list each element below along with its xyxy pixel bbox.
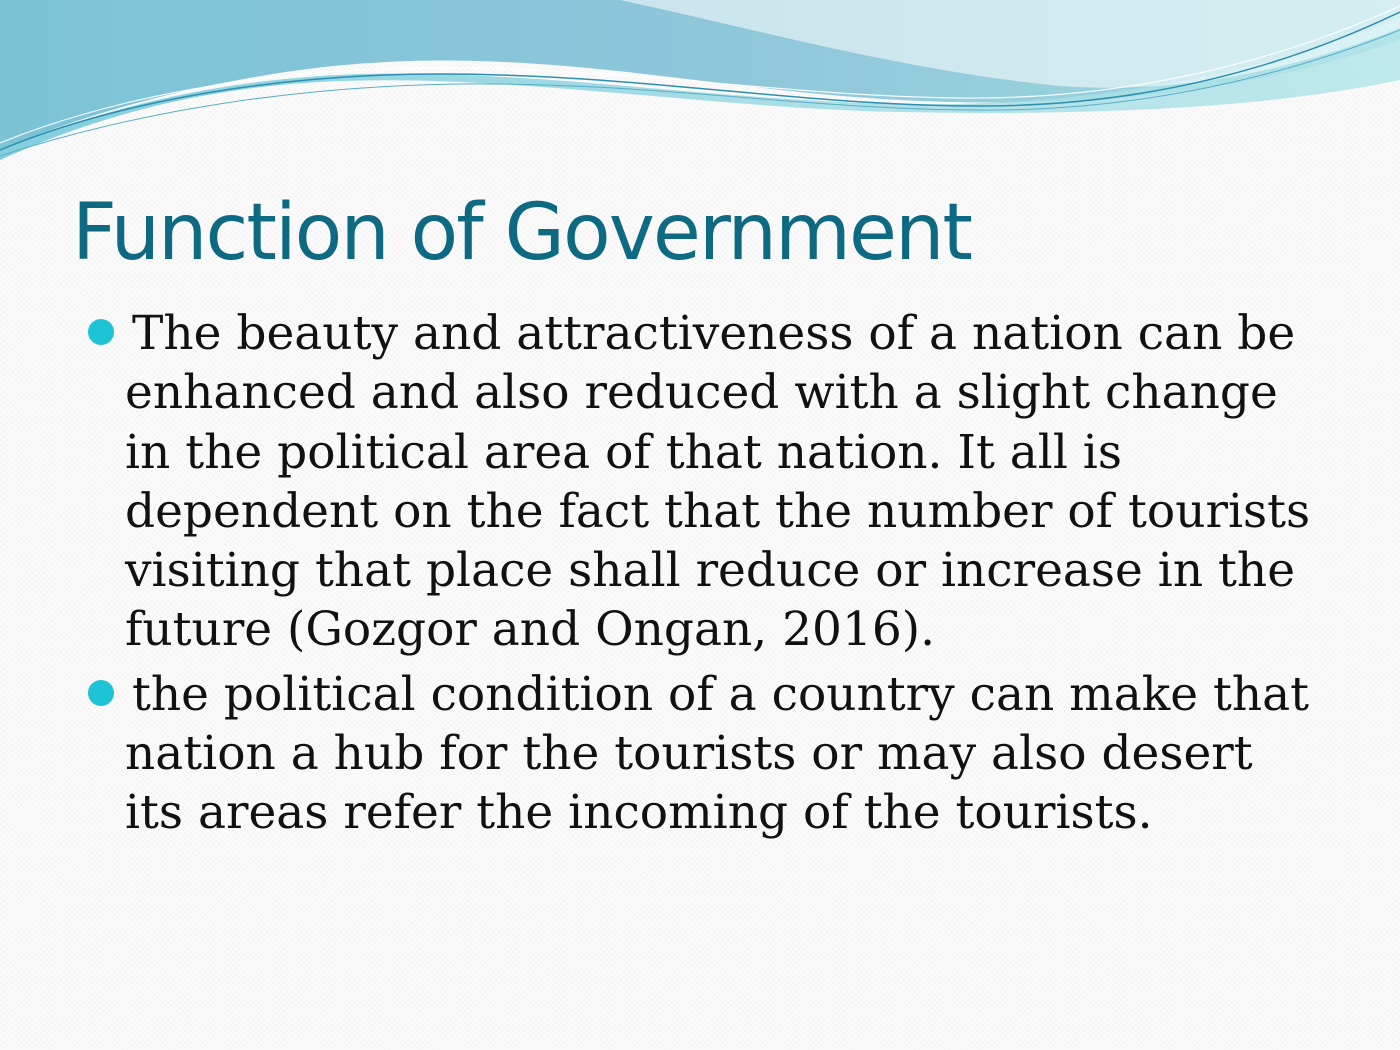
bullet-list [125,304,1325,848]
bullet-dot-icon [88,680,114,706]
slide-title: Function of Government [72,188,971,278]
header-wave-decoration [0,0,1400,170]
bullet-dot-icon [88,319,114,345]
bullet-item [125,665,1325,843]
bullet-text: The beauty and attractiveness of a nation can be enhanced and also reduced with a slight change in the political area of that nation. It all is dependent on the fact that the number of tourists visiting that place shall reduce or increase in the future (Gozgor and Ongan, 2016). [125,306,1311,658]
bullet-item [125,304,1325,660]
bullet-text: the political condition of a country can make that nation a hub for the tourists or may also desert its areas refer the incoming of the tourists. [125,666,1310,841]
